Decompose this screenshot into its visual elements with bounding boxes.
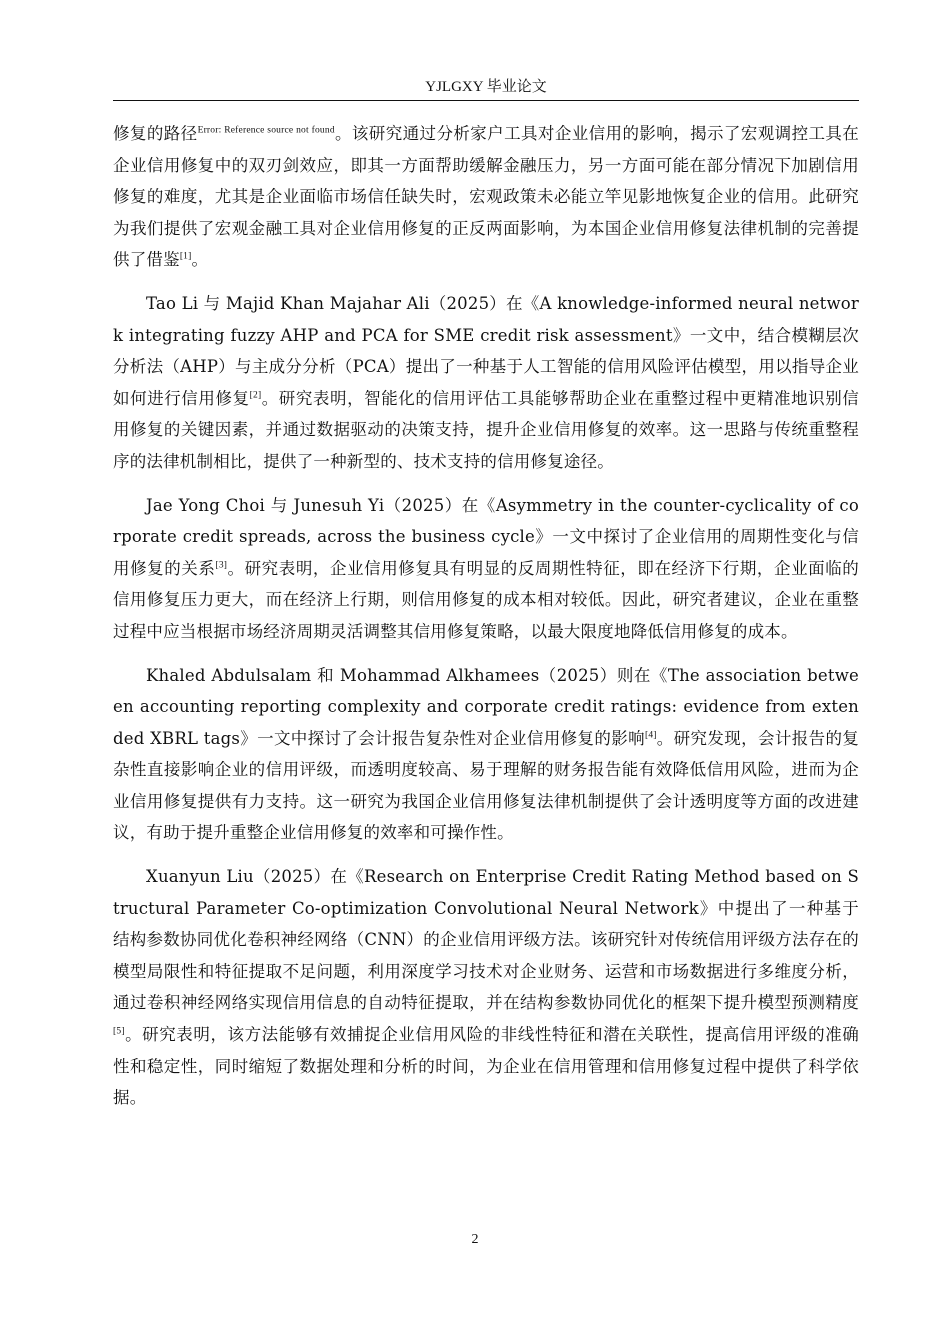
paragraph-text: Jae Yong Choi 与 Junesuh Yi（2025）在《Asymmetry in the counter-cyclicality of corporate credit spreads, across the business cycle》一文中探讨了企业信用的周期性变化与信用修复的关系 [113, 495, 859, 578]
header-divider [113, 100, 859, 101]
paragraph-text: 。研究发现，会计报告的复杂性直接影响企业的信用评级，而透明度较高、易于理解的财务报告能有效降低信用风险，进而为企业信用修复提供有力支持。这一研究为我国企业信用修复法律机制提供了会计透明度等方面的改进建议，有助于提升重整企业信用修复的效率和可操作性。 [113, 728, 860, 843]
paragraph-text: 。研究表明，智能化的信用评估工具能够帮助企业在重整过程中更精准地识别信用修复的关键因素，并通过数据驱动的决策支持，提升企业信用修复的效率。这一思路与传统重整程序的法律机制相比，提供了一种新型的、技术支持的信用修复途径。 [113, 388, 860, 471]
paragraph-text: 。研究表明，企业信用修复具有明显的反周期性特征，即在经济下行期，企业面临的信用修复压力更大，而在经济上行期，则信用修复的成本相对较低。因此，研究者建议，企业在重整过程中应当根据市场经济周期灵活调整其信用修复策略，以最大限度地降低信用修复的成本。 [113, 558, 859, 641]
citation-superscript: [5] [113, 1026, 125, 1037]
citation-superscript: [1] [179, 251, 192, 262]
paragraph [113, 118, 859, 276]
citation-superscript: [2] [249, 390, 262, 401]
paragraph-text: 。研究表明，该方法能够有效捕捉企业信用风险的非线性特征和潜在关联性，提高信用评级的准确性和稳定性，同时缩短了数据处理和分析的时间，为企业在信用管理和信用修复过程中提供了科学依据。 [113, 1025, 859, 1108]
citation-superscript: [3] [215, 560, 228, 571]
citation-superscript: [4] [644, 730, 657, 741]
citation-superscript: Error: Reference source not found [197, 125, 335, 136]
paragraph-text: Khaled Abdulsalam 和 Mohammad Alkhamees（2025）则在《The association between accounting reporting complexity and corporate credit ratings: evidence from extended XBRL tags》一文中探讨了会计报告复杂性对企业信用修复的影响 [113, 665, 859, 748]
paragraph [113, 861, 859, 1114]
paragraph-text: Xuanyun Liu（2025）在《Research on Enterprise Credit Rating Method based on Structural Parameter Co-optimization Convolutional Neural Network》中提出了一种基于结构参数协同优化卷积神经网络（CNN）的企业信用评级方法。该研究针对传统信用评级方法存在的模型局限性和特征提取不足问题，利用深度学习技术对企业财务、运营和市场数据进行多维度分析，通过卷积神经网络实现信用信息的自动特征提取，并在结构参数协同优化的框架下提升模型预测精度 [113, 867, 859, 1013]
paragraph [113, 490, 859, 648]
page-number: 2 [471, 1232, 479, 1247]
paragraph [113, 660, 859, 850]
paragraph-text: Tao Li 与 Majid Khan Majahar Ali（2025）在《A knowledge-informed neural network integrating fuzzy AHP and PCA for SME credit risk assessment》一文中，结合模糊层次分析法（AHP）与主成分分析（PCA）提出了一种基于人工智能的信用风险评估模型，用以指导企业如何进行信用修复 [113, 293, 859, 408]
paragraph [113, 288, 859, 478]
paragraph-text: 修复的路径 [113, 124, 198, 143]
page-header: YJLGXY 毕业论文 [425, 79, 547, 95]
body-text [113, 118, 859, 1126]
paragraph-text: 。该研究通过分析家户工具对企业信用的影响，揭示了宏观调控工具在企业信用修复中的双刃剑效应，即其一方面帮助缓解金融压力，另一方面可能在部分情况下加剧信用修复的难度，尤其是企业面临市场信任缺失时，宏观政策未必能立竿见影地恢复企业的信用。此研究为我们提供了宏观金融工具对企业信用修复的正反两面影响，为本国企业信用修复法律机制的完善提供了借鉴 [113, 124, 859, 270]
paragraph-text: 。 [191, 250, 209, 270]
